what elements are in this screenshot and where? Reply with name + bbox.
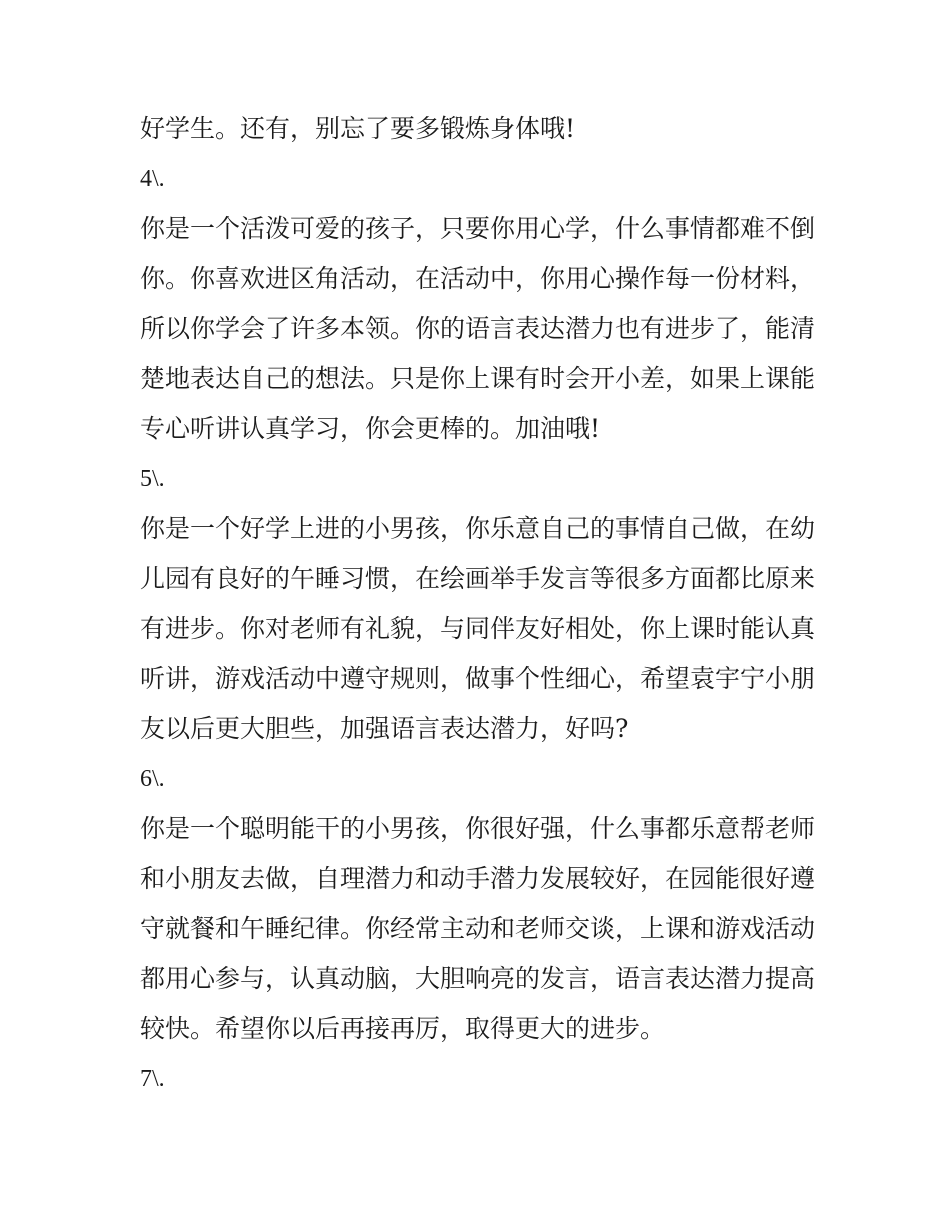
section-5-line-1: 你是一个好学上进的小男孩，你乐意自己的事情自己做，在幼 [140,514,816,543]
section-6-line-3: 守就餐和午睡纪律。你经常主动和老师交谈，上课和游戏活动 [140,914,816,943]
section-4-line-4: 楚地表达自己的想法。只是你上课有时会开小差，如果上课能 [140,364,816,393]
section-number-4: 4\. [140,166,165,192]
section-5-line-3: 有进步。你对老师有礼貌，与同伴友好相处，你上课时能认真 [140,614,816,643]
section-6-line-4: 都用心参与，认真动脑，大胆响亮的发言，语言表达潜力提高 [140,964,816,993]
section-5-line-2: 儿园有良好的午睡习惯，在绘画举手发言等很多方面都比原来 [140,564,816,593]
section-4-line-5: 专心听讲认真学习，你会更棒的。加油哦! [140,414,601,443]
section-4-line-2: 你。你喜欢进区角活动，在活动中，你用心操作每一份材料， [140,264,816,293]
section-6-line-5: 较快。希望你以后再接再厉，取得更大的进步。 [140,1014,666,1043]
section-number-7: 7\. [140,1066,165,1092]
section-number-6: 6\. [140,766,165,792]
intro-line: 好学生。还有，别忘了要多锻炼身体哦! [140,114,576,143]
section-6-line-2: 和小朋友去做，自理潜力和动手潜力发展较好，在园能很好遵 [140,864,816,893]
section-5-line-5: 友以后更大胆些，加强语言表达潜力，好吗? [140,714,629,743]
section-6-line-1: 你是一个聪明能干的小男孩，你很好强，什么事都乐意帮老师 [140,814,816,843]
section-4-line-1: 你是一个活泼可爱的孩子，只要你用心学，什么事情都难不倒 [140,214,816,243]
section-4-line-3: 所以你学会了许多本领。你的语言表达潜力也有进步了，能清 [140,314,816,343]
section-5-line-4: 听讲，游戏活动中遵守规则，做事个性细心，希望袁宇宁小朋 [140,664,816,693]
section-number-5: 5\. [140,466,165,492]
document-body [140,104,830,1104]
